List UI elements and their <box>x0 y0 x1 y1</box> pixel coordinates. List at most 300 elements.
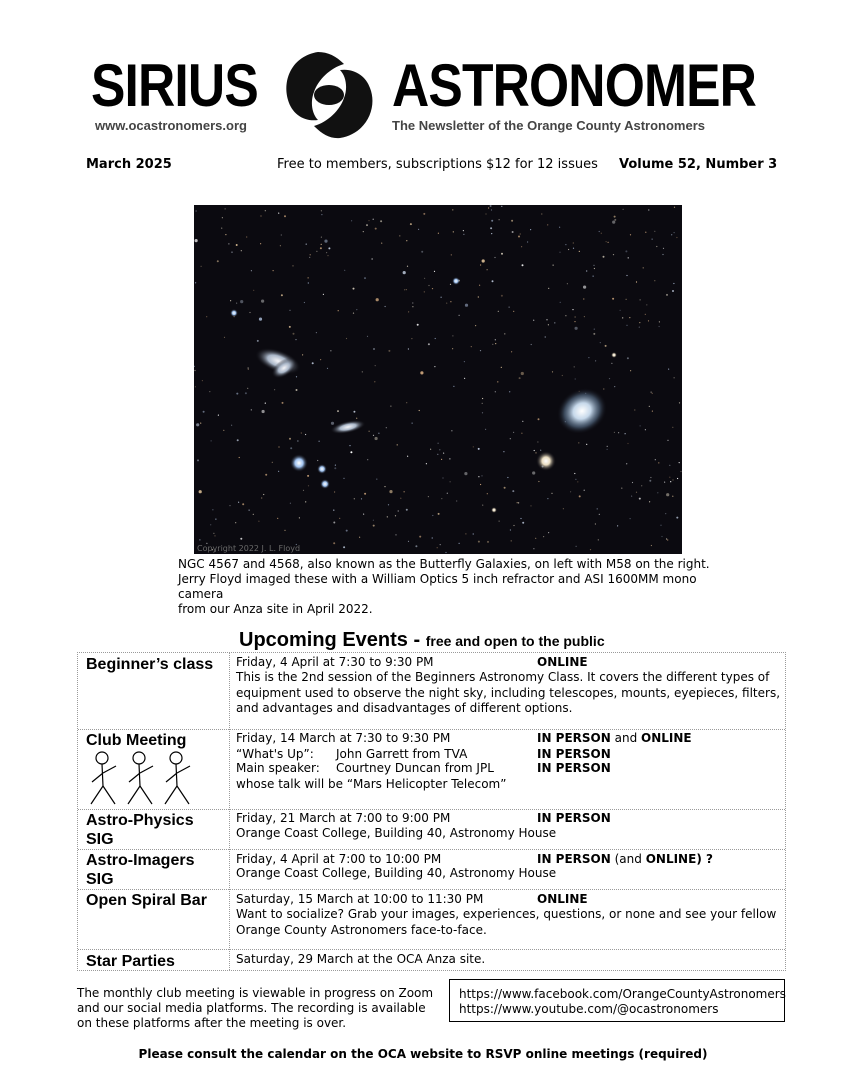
event-label-astro-physics <box>86 811 194 849</box>
background-star <box>565 244 566 245</box>
background-star <box>586 444 587 445</box>
background-star <box>225 208 226 209</box>
background-star <box>575 316 576 317</box>
background-star <box>652 239 653 240</box>
background-star <box>537 441 538 442</box>
background-star <box>320 359 321 360</box>
background-star <box>333 522 335 524</box>
background-star <box>359 537 360 538</box>
background-star <box>641 485 642 486</box>
row-divider <box>78 889 785 890</box>
background-star <box>659 321 660 322</box>
whats-up-label: “What's Up”: <box>236 747 314 761</box>
background-star <box>533 320 534 321</box>
masthead-title-left: SIRIUS <box>91 52 258 119</box>
background-star <box>509 307 510 308</box>
background-star <box>195 239 198 242</box>
background-star <box>606 241 607 242</box>
talk-title: whose talk will be “Mars Helicopter Telecom” <box>236 777 507 791</box>
background-star <box>406 402 407 403</box>
background-star <box>418 229 419 230</box>
background-star <box>548 288 549 289</box>
background-star <box>419 410 420 411</box>
background-star <box>572 309 573 310</box>
background-star <box>327 368 328 369</box>
background-star <box>224 337 225 338</box>
galaxy-photo <box>194 205 682 554</box>
background-star <box>356 309 357 310</box>
event-label-star-parties: Star Parties <box>86 953 175 970</box>
event-status-open-spiral: ONLINE <box>537 892 588 906</box>
background-star <box>674 232 675 233</box>
background-star <box>522 264 524 266</box>
background-star <box>373 520 374 521</box>
row-divider <box>78 809 785 810</box>
background-star <box>316 251 317 252</box>
background-star <box>622 317 623 318</box>
background-star <box>513 432 514 433</box>
background-star <box>672 290 674 292</box>
background-star <box>437 454 438 455</box>
background-star <box>543 536 544 537</box>
background-star <box>575 378 576 379</box>
background-star <box>482 505 483 506</box>
background-star <box>424 291 425 292</box>
background-star <box>306 244 307 245</box>
starfield-image <box>194 205 682 554</box>
background-star <box>428 496 429 497</box>
background-star <box>480 484 481 485</box>
background-star <box>261 300 264 303</box>
background-star <box>456 500 457 501</box>
background-star <box>368 220 369 221</box>
background-star <box>661 536 662 537</box>
event-when-club-meeting: Friday, 14 March at 7:30 to 9:30 PM <box>236 731 451 745</box>
background-star <box>248 369 249 370</box>
background-star <box>522 421 523 422</box>
background-star <box>663 248 664 249</box>
background-star <box>307 475 309 477</box>
facebook-link[interactable]: https://www.facebook.com/OrangeCountyAstronomers <box>459 987 786 1001</box>
background-star <box>213 533 214 534</box>
background-star <box>674 377 675 378</box>
background-star <box>490 205 492 207</box>
background-star <box>595 360 596 361</box>
background-star <box>321 214 322 215</box>
background-star <box>626 299 627 300</box>
background-star <box>295 339 296 340</box>
background-star <box>672 479 673 480</box>
background-star <box>388 350 390 352</box>
background-star <box>364 493 366 495</box>
background-star <box>658 462 659 463</box>
background-star <box>485 429 486 430</box>
background-star <box>601 233 602 234</box>
background-star <box>296 376 297 377</box>
background-star <box>225 234 226 235</box>
background-star <box>211 440 212 441</box>
background-star <box>278 213 279 214</box>
background-star <box>400 498 401 499</box>
background-star <box>490 227 492 229</box>
background-star <box>538 418 540 420</box>
background-star <box>640 299 641 300</box>
background-star <box>214 535 215 536</box>
background-star <box>265 403 266 404</box>
background-star <box>445 552 446 553</box>
background-star <box>534 450 535 451</box>
background-star <box>199 490 202 493</box>
background-star <box>501 253 503 255</box>
event-label-open-spiral: Open Spiral Bar <box>86 892 207 909</box>
background-star <box>530 229 531 230</box>
background-star <box>398 510 399 511</box>
background-star <box>471 346 472 347</box>
event-status-beginners: ONLINE <box>537 655 588 669</box>
event-label-beginners: Beginner’s class <box>86 656 214 673</box>
background-star <box>246 236 247 237</box>
background-star <box>373 219 374 220</box>
event-when-astro-imagers: Friday, 4 April at 7:00 to 10:00 PM <box>236 852 442 866</box>
background-star <box>196 210 197 211</box>
background-star <box>553 265 554 266</box>
background-star <box>646 304 647 305</box>
background-star <box>344 270 345 271</box>
background-star <box>289 310 290 311</box>
label-line: Astro-Imagers <box>86 852 195 869</box>
background-star <box>260 215 261 216</box>
background-star <box>614 432 615 433</box>
background-star <box>308 485 309 486</box>
background-star <box>408 311 409 312</box>
background-star <box>354 498 355 499</box>
background-star <box>196 423 199 426</box>
background-star <box>441 459 442 460</box>
background-star <box>652 393 653 394</box>
background-star <box>626 463 627 464</box>
photo-copyright: Copyright 2022 J. L. Floyd <box>197 544 301 553</box>
event-description-beginners: This is the 2nd session of the Beginners Astronomy Class. It covers the different types of equipment used to observe the night sky, including telescopes, mounts, eyepieces, filters, and advantages and disadvantages of different options. <box>236 670 781 715</box>
background-star <box>588 357 589 358</box>
background-star <box>308 282 309 283</box>
background-star <box>478 448 480 450</box>
background-star <box>452 209 453 210</box>
events-subtitle: free and open to the public <box>425 633 605 649</box>
background-star <box>593 333 595 335</box>
background-star <box>434 271 435 272</box>
background-star <box>521 246 522 247</box>
background-star <box>680 471 681 472</box>
background-star <box>240 300 243 303</box>
background-star <box>249 510 250 511</box>
event-status-astro-imagers <box>537 852 713 867</box>
background-star <box>655 459 656 460</box>
background-star <box>627 357 629 359</box>
status-in-person: IN PERSON <box>537 852 611 866</box>
event-location-astro-imagers: Orange Coast College, Building 40, Astronomy House <box>236 866 557 880</box>
background-star <box>625 433 626 434</box>
spiral-galaxy-logo <box>274 46 384 144</box>
background-star <box>443 453 444 454</box>
background-star <box>668 369 669 370</box>
background-star <box>367 459 368 460</box>
background-star <box>450 301 451 302</box>
background-star <box>583 286 586 289</box>
background-star <box>386 427 387 428</box>
background-star <box>364 277 366 279</box>
background-star <box>535 538 536 539</box>
background-star <box>611 363 612 364</box>
background-star <box>452 348 453 349</box>
background-star <box>659 326 660 327</box>
whats-up-status: IN PERSON <box>537 747 611 761</box>
events-table <box>77 652 786 971</box>
background-star <box>231 425 232 426</box>
youtube-link[interactable]: https://www.youtube.com/@ocastronomers <box>459 1002 719 1016</box>
event-when-star-parties: Saturday, 29 March at the OCA Anza site. <box>236 952 486 966</box>
background-star <box>316 332 317 333</box>
background-star <box>242 503 244 505</box>
social-links-box <box>449 979 785 1022</box>
background-star <box>343 478 344 479</box>
background-star <box>272 462 273 463</box>
background-star <box>376 298 379 301</box>
background-star <box>628 257 629 258</box>
background-star <box>560 302 561 303</box>
background-star <box>612 221 615 224</box>
background-star <box>656 246 657 247</box>
background-star <box>520 518 521 519</box>
background-star <box>473 533 474 534</box>
background-star <box>284 215 286 217</box>
background-star <box>343 546 345 548</box>
background-star <box>491 233 492 234</box>
background-star <box>464 472 467 475</box>
background-star <box>485 213 486 214</box>
background-star <box>328 247 330 249</box>
background-star <box>349 445 350 446</box>
background-star <box>330 350 331 351</box>
background-star <box>331 422 334 425</box>
background-star <box>517 502 518 503</box>
background-star <box>363 514 364 515</box>
speaker-status: IN PERSON <box>537 761 611 775</box>
background-star <box>430 449 431 450</box>
background-star <box>253 290 254 291</box>
background-star <box>497 381 498 382</box>
background-star <box>600 342 601 343</box>
background-star <box>228 243 229 244</box>
background-star <box>541 213 542 214</box>
status-online: ONLINE <box>645 852 697 866</box>
background-star <box>599 514 600 515</box>
background-star <box>423 213 425 215</box>
background-star <box>583 298 584 299</box>
background-star <box>511 351 512 352</box>
background-star <box>442 477 443 478</box>
background-star <box>593 276 594 277</box>
background-star <box>567 283 568 284</box>
background-star <box>511 220 513 222</box>
background-star <box>221 228 222 229</box>
background-star <box>290 503 291 504</box>
status-in-person: IN PERSON <box>537 731 611 745</box>
background-star <box>412 302 413 303</box>
background-star <box>245 392 247 394</box>
background-star <box>488 207 489 208</box>
background-star <box>428 343 430 345</box>
background-star <box>649 406 650 407</box>
background-star <box>510 529 511 530</box>
background-star <box>321 244 322 245</box>
background-star <box>373 525 375 527</box>
background-star <box>579 495 581 497</box>
event-status-astro-physics: IN PERSON <box>537 811 611 825</box>
label-line: Astro-Physics <box>86 812 194 829</box>
background-star <box>639 498 641 500</box>
background-star <box>535 452 536 453</box>
background-star <box>559 252 560 253</box>
background-star <box>626 275 627 276</box>
background-star <box>426 463 427 464</box>
background-star <box>282 402 284 404</box>
background-star <box>574 366 575 367</box>
background-star <box>504 333 505 334</box>
background-star <box>333 542 335 544</box>
background-star <box>434 366 435 367</box>
background-star <box>521 372 524 375</box>
background-star <box>538 481 539 482</box>
background-star <box>593 265 594 266</box>
background-star <box>281 234 282 235</box>
whats-up-name: John Garrett from TVA <box>336 747 468 761</box>
background-star <box>679 402 680 403</box>
background-star <box>375 228 377 230</box>
background-star <box>491 220 493 222</box>
background-star <box>501 295 503 297</box>
background-star <box>473 446 474 447</box>
background-star <box>437 547 438 548</box>
background-star <box>373 348 375 350</box>
background-star <box>563 508 564 509</box>
background-star <box>335 465 336 466</box>
background-star <box>346 530 348 532</box>
background-star <box>428 285 429 286</box>
background-star <box>630 234 631 235</box>
background-star <box>235 522 236 523</box>
background-star <box>511 540 512 541</box>
background-star <box>375 437 378 440</box>
background-star <box>614 386 615 387</box>
background-star <box>463 234 464 235</box>
masthead-tagline: The Newsletter of the Orange County Astronomers <box>392 118 706 133</box>
background-star <box>303 490 304 491</box>
background-star <box>366 224 368 226</box>
background-star <box>304 302 305 303</box>
background-star <box>406 240 407 241</box>
background-star <box>574 321 575 322</box>
background-star <box>459 543 460 544</box>
background-star <box>475 325 476 326</box>
background-star <box>278 471 279 472</box>
background-star <box>441 297 442 298</box>
background-star <box>408 541 409 542</box>
background-star <box>356 418 357 419</box>
background-star <box>521 433 522 434</box>
background-star <box>548 324 549 325</box>
background-star <box>248 367 249 368</box>
background-star <box>578 442 579 443</box>
background-star <box>231 252 232 253</box>
background-star <box>339 518 340 519</box>
background-star <box>608 242 609 243</box>
speaker-name: Courtney Duncan from JPL <box>336 761 494 775</box>
background-star <box>258 521 259 522</box>
background-star <box>679 462 680 463</box>
background-star <box>481 475 482 476</box>
event-label-club-meeting: Club Meeting <box>86 732 187 749</box>
background-star <box>203 411 205 413</box>
background-star <box>338 310 339 311</box>
background-star <box>353 288 355 290</box>
background-star <box>552 371 553 372</box>
background-star <box>353 313 354 314</box>
background-star <box>667 440 668 441</box>
background-star <box>495 343 496 344</box>
events-title: Upcoming Events - <box>239 629 426 651</box>
streaming-note: The monthly club meeting is viewable in progress on Zoom and our social media platforms. The recording is available on these platforms after the meeting is over. <box>77 986 434 1030</box>
website-link[interactable]: www.ocastronomers.org <box>95 118 247 133</box>
background-star <box>320 247 322 249</box>
status-joiner: (and <box>610 852 646 866</box>
background-star <box>609 378 610 379</box>
background-star <box>362 371 363 372</box>
background-star <box>584 316 585 317</box>
background-star <box>239 457 240 458</box>
background-star <box>664 482 665 483</box>
background-star <box>223 430 224 431</box>
background-star <box>240 538 242 540</box>
background-star <box>617 525 618 526</box>
background-star <box>513 525 514 526</box>
background-star <box>480 350 481 351</box>
background-star <box>520 233 521 234</box>
background-star <box>463 230 464 231</box>
background-star <box>651 392 652 393</box>
background-star <box>495 339 496 340</box>
background-star <box>296 389 298 391</box>
background-star <box>385 306 386 307</box>
background-star <box>613 254 614 255</box>
background-star <box>499 219 500 220</box>
background-star <box>586 270 587 271</box>
issue-date: March 2025 <box>86 157 172 172</box>
background-star <box>384 486 385 487</box>
background-star <box>464 378 465 379</box>
caption-line: NGC 4567 and 4568, also known as the Butterfly Galaxies, on left with M58 on the right. <box>178 557 710 571</box>
background-star <box>518 502 519 503</box>
background-star <box>415 545 417 547</box>
background-star <box>634 409 635 410</box>
background-star <box>265 210 266 211</box>
background-star <box>374 381 375 382</box>
background-star <box>510 438 511 439</box>
background-star <box>597 508 598 509</box>
background-star <box>310 254 311 255</box>
background-star <box>533 548 534 549</box>
background-star <box>482 412 483 413</box>
background-star <box>249 312 250 313</box>
